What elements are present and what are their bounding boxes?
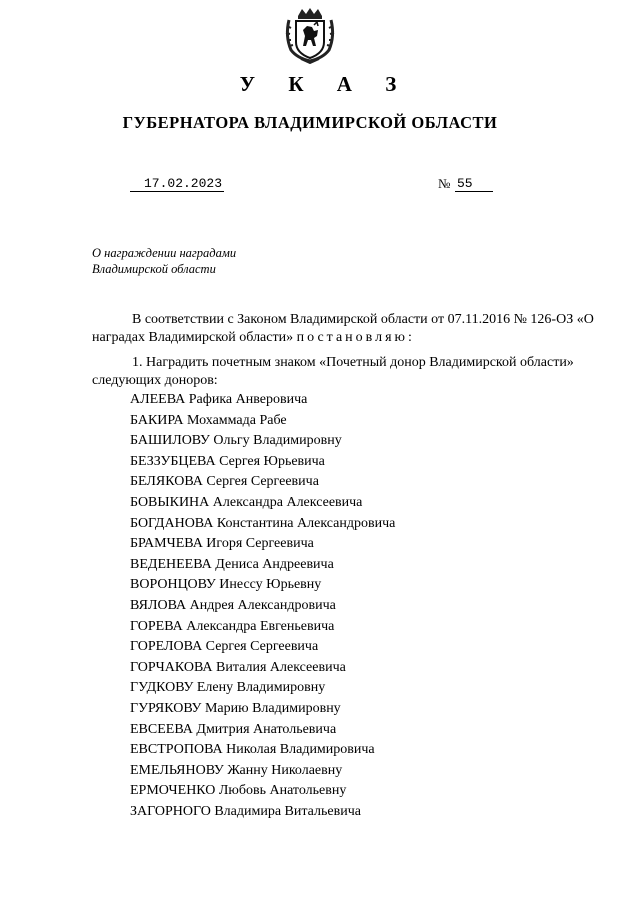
subject-line-2: Владимирской области — [92, 262, 216, 276]
preamble-text: В соответствии с Законом Владимирской области от 07.11.2016 № 126-ОЗ «О наградах Владимирской области» — [92, 312, 594, 345]
decree-date: 17.02.2023 — [130, 176, 224, 192]
donor-item: ВОРОНЦОВУ Инессу Юрьевну — [130, 577, 322, 593]
decree-subject — [92, 245, 236, 277]
donor-item: ГОРЕЛОВА Сергея Сергеевича — [130, 639, 319, 655]
coat-of-arms-icon — [283, 6, 337, 64]
donor-item: АЛЕЕВА Рафика Анверовича — [130, 392, 308, 407]
donor-item: ГОРЕВА Александра Евгеньевича — [130, 618, 335, 634]
decree-word: постановляю: — [296, 330, 415, 345]
donor-item: ГУДКОВУ Елену Владимировну — [130, 680, 326, 696]
donor-item: БОГДАНОВА Константина Александровича — [130, 515, 396, 531]
issuer-title: ГУБЕРНАТОРА ВЛАДИМИРСКОЙ ОБЛАСТИ — [122, 113, 498, 132]
donor-item: БАШИЛОВУ Ольгу Владимировну — [130, 433, 342, 449]
donor-item: БЕЛЯКОВА Сергея Сергеевича — [130, 474, 319, 490]
donor-item: ВЕДЕНЕЕВА Дениса Андреевича — [130, 556, 334, 572]
preamble-paragraph — [92, 311, 608, 347]
donor-item: ГОРЧАКОВА Виталия Алексеевича — [130, 659, 346, 675]
donor-item: ЕВСТРОПОВА Николая Владимировича — [130, 742, 375, 758]
decree-number-label: № — [438, 176, 451, 191]
donor-item: ГУРЯКОВУ Марию Владимировну — [130, 700, 341, 716]
decree-title: У К А З — [239, 72, 411, 96]
donor-item: ЕРМОЧЕНКО Любовь Анатольевну — [130, 783, 347, 799]
item-1-paragraph: 1. Наградить почетным знаком «Почетный донор Владимирской области» следующих доноров: — [92, 355, 574, 388]
donor-item: ЕВСЕЕВА Дмитрия Анатольевича — [130, 721, 337, 737]
donor-item: ЕМЕЛЬЯНОВУ Жанну Николаевну — [130, 762, 343, 778]
subject-line-1: О награждении наградами — [92, 246, 237, 260]
decree-number: 55 — [455, 176, 493, 192]
donor-list — [130, 390, 395, 822]
donor-item: БОВЫКИНА Александра Алексеевича — [130, 494, 363, 510]
donor-item: ЗАГОРНОГО Владимира Витальевича — [130, 803, 361, 819]
donor-item: БРАМЧЕВА Игоря Сергеевича — [130, 536, 314, 552]
donor-item: БАКИРА Мохаммада Рабе — [130, 412, 287, 428]
donor-item: ВЯЛОВА Андрея Александровича — [130, 597, 336, 613]
donor-item: БЕЗЗУБЦЕВА Сергея Юрьевича — [130, 453, 325, 469]
